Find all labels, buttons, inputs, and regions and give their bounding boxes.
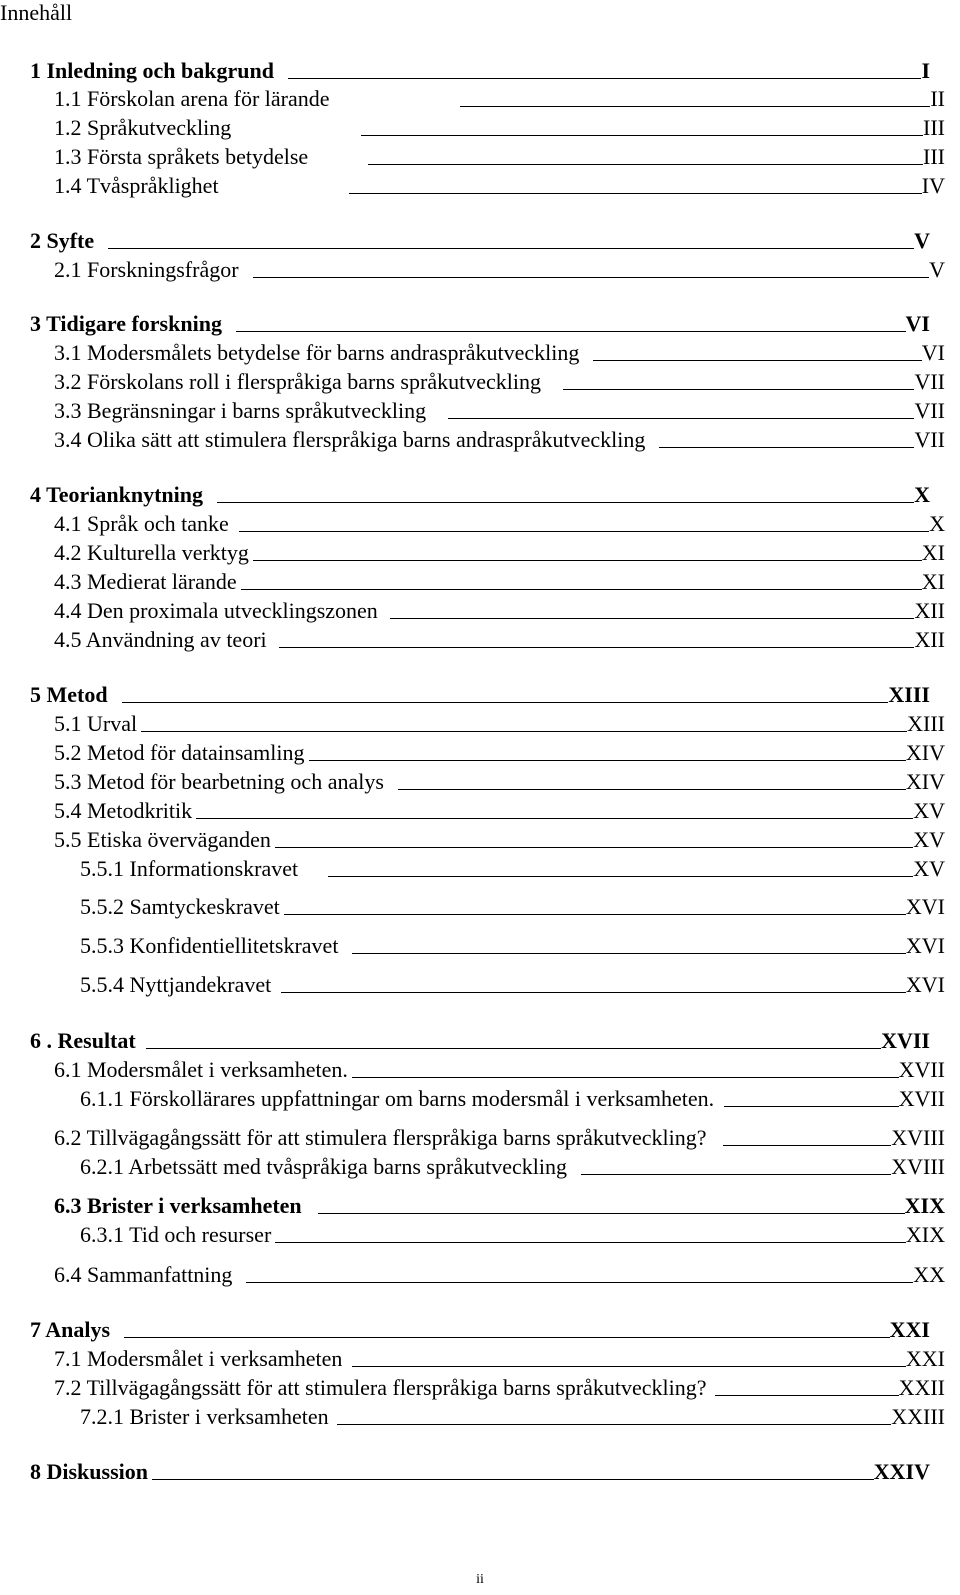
toc-entry-page: XXI <box>905 1346 945 1371</box>
toc-entry <box>80 1086 945 1112</box>
toc-leader-rule <box>108 248 914 249</box>
toc-entry-page: VI <box>905 311 930 336</box>
toc-entry-title: 7.2.1 Brister i verksamheten <box>80 1404 329 1429</box>
toc-entry-page: XXIV <box>873 1459 930 1484</box>
toc-leader-rule <box>352 1077 899 1078</box>
toc-entry-title: 6.3.1 Tid och resurser <box>80 1222 272 1247</box>
toc-entry <box>54 627 945 653</box>
toc-leader-rule <box>563 389 914 390</box>
toc-entry <box>54 827 945 853</box>
toc-leader-rule <box>152 1479 874 1480</box>
toc-leader-rule <box>275 847 913 848</box>
toc-leader-rule <box>390 618 915 619</box>
toc-entry-title: 3.2 Förskolans roll i flerspråkiga barns språkutveckling <box>54 369 541 394</box>
toc-leader-rule <box>581 1174 891 1175</box>
toc-entry-title: 8 Diskussion <box>30 1459 149 1484</box>
toc-entry-page: X <box>914 482 930 507</box>
toc-entry-page: V <box>914 228 930 253</box>
toc-leader-rule <box>593 360 921 361</box>
toc-entry-title: 1.3 Första språkets betydelse <box>54 144 309 169</box>
toc-entry <box>30 1459 930 1485</box>
toc-leader-rule <box>352 953 905 954</box>
toc-entry-title: 6.2 Tillvägagångssätt för att stimulera flerspråkiga barns språkutveckling? <box>54 1125 707 1150</box>
toc-entry-page: VI <box>921 340 945 365</box>
toc-entry-page: III <box>923 144 945 169</box>
toc-entry <box>80 856 945 882</box>
toc-entry-page: XVII <box>898 1086 945 1111</box>
toc-entry <box>54 598 945 624</box>
toc-entry <box>54 257 945 283</box>
toc-entry-title: 5.1 Urval <box>54 711 138 736</box>
toc-entry-title: 1 Inledning och bakgrund <box>30 58 274 83</box>
toc-entry <box>54 711 945 737</box>
toc-entry-page: XVIII <box>891 1125 945 1150</box>
toc-leader-rule <box>309 760 906 761</box>
toc-entry <box>30 228 930 254</box>
toc-entry-page: VII <box>914 427 945 452</box>
toc-entry-page: XI <box>921 540 945 565</box>
toc-entry <box>80 1222 945 1248</box>
toc-entry-page: XXI <box>889 1317 930 1342</box>
toc-entry-page: XIV <box>905 740 945 765</box>
toc-entry <box>54 340 945 366</box>
toc-leader-rule <box>659 447 914 448</box>
toc-entry <box>54 1057 945 1083</box>
toc-entry <box>54 1125 945 1151</box>
toc-entry-title: 5.5.1 Informationskravet <box>80 856 299 881</box>
toc-entry-title: 5.3 Metod för bearbetning och analys <box>54 769 384 794</box>
toc-heading: Innehåll <box>0 0 73 25</box>
toc-entry-title: 3.4 Olika sätt att stimulera flerspråkiga barns andraspråkutveckling <box>54 427 646 452</box>
toc-entry-page: XI <box>921 569 945 594</box>
toc-entry-page: V <box>929 257 945 282</box>
toc-entry <box>54 1375 945 1401</box>
toc-entry-page: III <box>923 115 945 140</box>
toc-leader-rule <box>284 914 906 915</box>
toc-entry-page: XVII <box>881 1028 930 1053</box>
toc-leader-rule <box>328 876 913 877</box>
toc-entry-page: IV <box>921 173 945 198</box>
toc-entry-title: 5.5 Etiska överväganden <box>54 827 271 852</box>
toc-entry-title: 3.1 Modersmålets betydelse för barns andraspråkutveckling <box>54 340 580 365</box>
toc-entry <box>80 1404 945 1430</box>
toc-entry-title: 4.2 Kulturella verktyg <box>54 540 249 565</box>
toc-entry-page: XV <box>913 856 945 881</box>
toc-entry-page: XVI <box>905 972 945 997</box>
toc-entry-page: XV <box>913 798 945 823</box>
toc-entry <box>54 86 945 112</box>
toc-leader-rule <box>288 78 922 79</box>
toc-leader-rule <box>141 731 907 732</box>
toc-entry-title: 5.5.2 Samtyckeskravet <box>80 894 280 919</box>
toc-entry-page: XIX <box>904 1193 945 1218</box>
toc-entry-title: 4.3 Medierat lärande <box>54 569 237 594</box>
toc-entry-title: 4.5 Användning av teori <box>54 627 267 652</box>
toc-entry <box>54 427 945 453</box>
toc-entry-title: 3 Tidigare forskning <box>30 311 222 336</box>
toc-entry-title: 2 Syfte <box>30 228 95 253</box>
toc-entry-page: VII <box>914 369 945 394</box>
toc-entry-title: 2.1 Forskningsfrågor <box>54 257 239 282</box>
toc-leader-rule <box>281 992 906 993</box>
toc-entry-page: XVII <box>898 1057 945 1082</box>
toc-entry-title: 5.2 Metod för datainsamling <box>54 740 305 765</box>
toc-entry-page: XIV <box>905 769 945 794</box>
toc-entry <box>54 569 945 595</box>
toc-leader-rule <box>398 789 906 790</box>
toc-entry-title: 5 Metod <box>30 682 108 707</box>
toc-leader-rule <box>236 331 906 332</box>
page-number: ii <box>476 1572 484 1587</box>
toc-leader-rule <box>361 135 923 136</box>
toc-entry-title: 7.1 Modersmålet i verksamheten <box>54 1346 343 1371</box>
toc-entry <box>54 798 945 824</box>
toc-entry-title: 1.2 Språkutveckling <box>54 115 232 140</box>
toc-leader-rule <box>318 1213 905 1214</box>
toc-entry-page: XVI <box>905 894 945 919</box>
toc-entry <box>30 482 930 508</box>
toc-entry-title: 5.4 Metodkritik <box>54 798 193 823</box>
toc-entry-page: XIII <box>907 711 945 736</box>
toc-entry-title: 6.3 Brister i verksamheten <box>54 1193 302 1218</box>
toc-leader-rule <box>724 1106 898 1107</box>
toc-leader-rule <box>368 164 923 165</box>
toc-leader-rule <box>241 589 922 590</box>
toc-entry-page: XII <box>914 627 945 652</box>
toc-entry-page: VII <box>914 398 945 423</box>
toc-entry-title: 4 Teorianknytning <box>30 482 204 507</box>
toc-entry-title: 1.1 Förskolan arena för lärande <box>54 86 330 111</box>
toc-entry <box>30 1028 930 1054</box>
toc-entry-title: 7 Analys <box>30 1317 111 1342</box>
toc-leader-rule <box>349 193 922 194</box>
toc-leader-rule <box>239 531 929 532</box>
toc-leader-rule <box>217 502 914 503</box>
toc-entry-page: XII <box>914 598 945 623</box>
toc-leader-rule <box>122 702 889 703</box>
toc-entry-title: 6.1.1 Förskollärares uppfattningar om barns modersmål i verksamheten. <box>80 1086 715 1111</box>
toc-entry <box>30 311 930 337</box>
toc-entry <box>54 540 945 566</box>
toc-entry <box>80 894 945 920</box>
toc-entry <box>54 398 945 424</box>
toc-entry-title: 3.3 Begränsningar i barns språkutveckling <box>54 398 427 423</box>
toc-leader-rule <box>460 106 931 107</box>
toc-entry <box>54 144 945 170</box>
toc-entry-page: XX <box>913 1262 945 1287</box>
toc-entry-title: 1.4 Tvåspråklighet <box>54 173 219 198</box>
toc-entry-page: X <box>929 511 945 536</box>
toc-entry <box>54 369 945 395</box>
toc-entry-page: XVIII <box>891 1154 945 1179</box>
toc-entry <box>80 1154 945 1180</box>
toc-entry-title: 6.1 Modersmålet i verksamheten. <box>54 1057 348 1082</box>
toc-entry <box>54 769 945 795</box>
toc-entry <box>80 972 945 998</box>
toc-entry <box>54 1262 945 1288</box>
toc-leader-rule <box>146 1048 881 1049</box>
toc-entry <box>30 682 930 708</box>
toc-entry <box>54 1346 945 1372</box>
toc-entry <box>54 740 945 766</box>
toc-entry-title: 7.2 Tillvägagångssätt för att stimulera flerspråkiga barns språkutveckling? <box>54 1375 707 1400</box>
toc-entry <box>80 933 945 959</box>
toc-leader-rule <box>196 818 913 819</box>
toc-entry-page: II <box>930 86 945 111</box>
toc-leader-rule <box>448 418 914 419</box>
toc-entry-title: 5.5.4 Nyttjandekravet <box>80 972 272 997</box>
toc-entry-page: I <box>921 58 930 83</box>
toc-leader-rule <box>253 560 922 561</box>
toc-leader-rule <box>246 1282 913 1283</box>
toc-entry-page: XVI <box>905 933 945 958</box>
toc-entry-title: 6.2.1 Arbetssätt med tvåspråkiga barns språkutveckling <box>80 1154 567 1179</box>
toc-leader-rule <box>124 1337 890 1338</box>
toc-leader-rule <box>279 647 915 648</box>
toc-leader-rule <box>715 1395 899 1396</box>
toc-entry-title: 4.1 Språk och tanke <box>54 511 229 536</box>
toc-entry-page: XIX <box>905 1222 945 1247</box>
toc-entry-page: XV <box>913 827 945 852</box>
toc-entry <box>54 115 945 141</box>
toc-leader-rule <box>275 1242 906 1243</box>
toc-leader-rule <box>352 1366 906 1367</box>
toc-leader-rule <box>337 1424 892 1425</box>
toc-entry-title: 6.4 Sammanfattning <box>54 1262 233 1287</box>
toc-leader-rule <box>253 277 930 278</box>
toc-entry-title: 6 . Resultat <box>30 1028 136 1053</box>
toc-entry <box>30 1317 930 1343</box>
toc-entry-page: XIII <box>888 682 930 707</box>
toc-entry <box>54 173 945 199</box>
toc-entry-page: XXIII <box>891 1404 945 1429</box>
toc-leader-rule <box>723 1145 892 1146</box>
toc-entry-title: 5.5.3 Konfidentiellitetskravet <box>80 933 339 958</box>
toc-entry <box>54 1193 945 1219</box>
toc-entry-page: XXII <box>898 1375 945 1400</box>
toc-entry <box>30 58 930 84</box>
toc-entry <box>54 511 945 537</box>
toc-entry-title: 4.4 Den proximala utvecklingszonen <box>54 598 378 623</box>
